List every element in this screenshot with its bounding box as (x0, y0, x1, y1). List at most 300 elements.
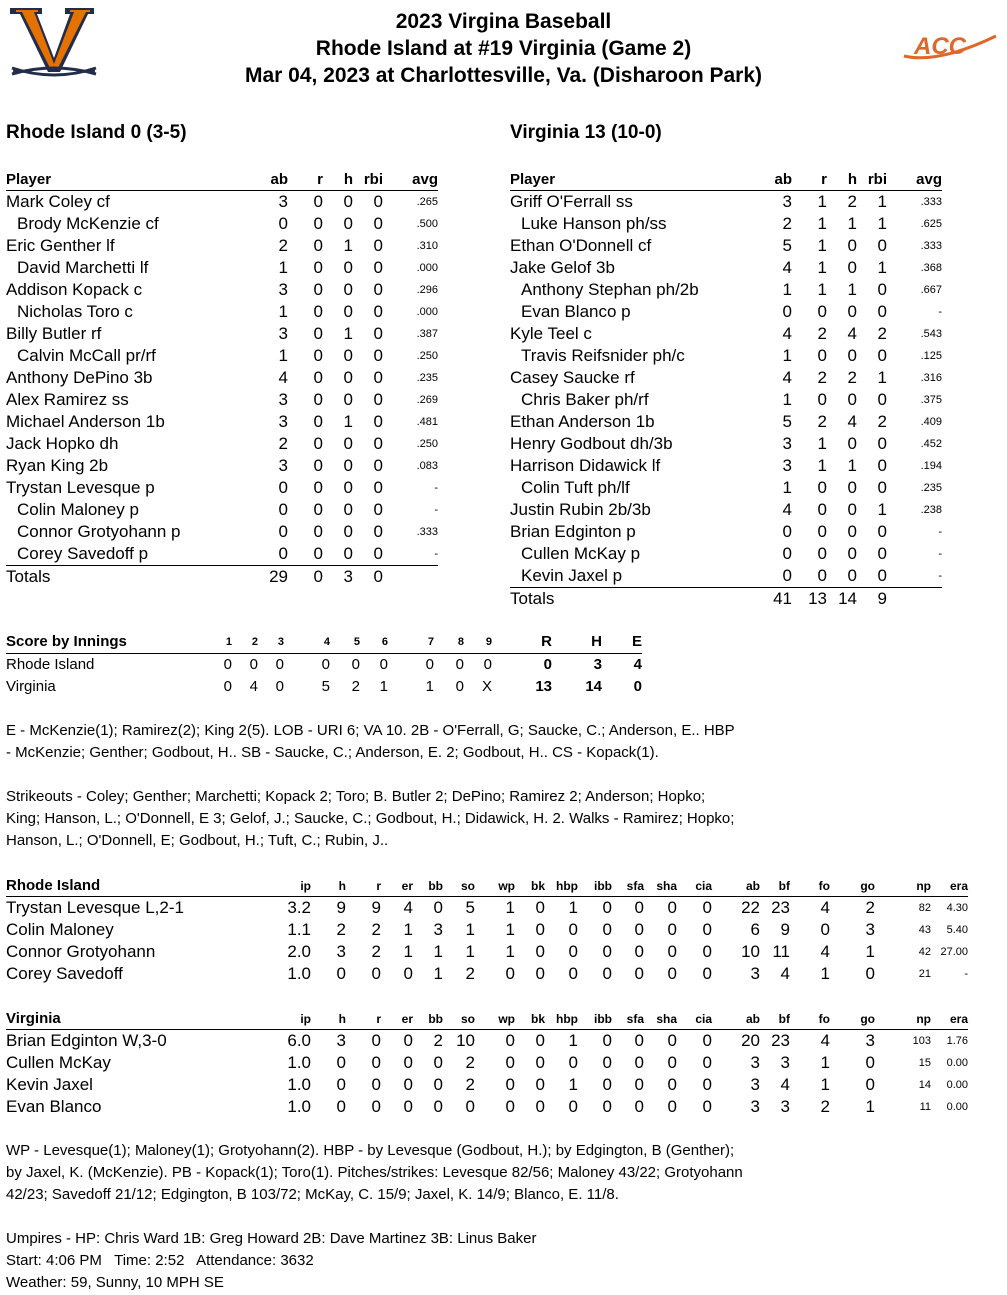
pitch-stat-ip: 1.0 (287, 964, 311, 983)
pitch-stat-bf: 4 (780, 964, 790, 983)
batter-row (510, 213, 942, 235)
total-h: 3 (343, 567, 353, 586)
stat-rbi: 0 (877, 280, 887, 299)
batter-row (510, 191, 942, 214)
stat-rbi: 1 (877, 500, 887, 519)
stat-rbi: 0 (877, 434, 887, 453)
batter-row (6, 301, 438, 323)
pitch-stat-ibb: 0 (602, 1053, 612, 1072)
pitch-stat-so: 1 (465, 920, 475, 939)
player-name: Ryan King 2b (6, 456, 109, 475)
pitch-stat-bk: 0 (535, 1075, 545, 1094)
pitch-stat-cia: 0 (702, 1075, 712, 1094)
stat-r: 0 (817, 522, 827, 541)
pitcher-row (6, 1096, 968, 1118)
batter-row (510, 257, 942, 279)
pitch-stat-bb: 1 (433, 964, 443, 983)
inning-label: 5 (330, 631, 360, 654)
pitcher-row (6, 897, 968, 920)
pitch-stat-ab: 3 (750, 1097, 760, 1116)
inning-score: 2 (351, 678, 360, 695)
inning-score: 1 (425, 678, 434, 695)
stat-avg: .333 (920, 196, 942, 208)
pitch-stat-sfa: 0 (634, 898, 644, 917)
stat-rbi: 0 (373, 346, 383, 365)
col-era: era (931, 1009, 968, 1030)
batter-row (510, 433, 942, 455)
stat-avg: .368 (920, 262, 942, 274)
pitch-stat-bk: 0 (535, 942, 545, 961)
stat-ab: 1 (278, 258, 288, 277)
col-r: r (792, 169, 827, 191)
pitch-stat-go: 3 (865, 1031, 875, 1050)
batter-row (510, 543, 942, 565)
stat-rbi: 0 (877, 236, 887, 255)
stat-r: 0 (313, 478, 323, 497)
errors-label: E (602, 631, 642, 654)
pitch-stat-so: 2 (465, 964, 475, 983)
stat-avg: .083 (416, 460, 438, 472)
col-ibb: ibb (578, 1009, 612, 1030)
stat-rbi: 0 (857, 565, 887, 588)
pitch-stat-sha: 0 (667, 964, 677, 983)
linescore-h: 14 (585, 678, 602, 695)
stat-ab: 3 (782, 192, 792, 211)
stat-r: 0 (288, 543, 323, 566)
pitch-stat-h: 3 (336, 942, 346, 961)
stat-r: 2 (817, 324, 827, 343)
player-name: Anthony Stephan ph/2b (521, 280, 699, 299)
home-pitching-body (6, 1030, 968, 1119)
player-name: Brian Edginton p (510, 522, 636, 541)
stat-rbi: 1 (877, 258, 887, 277)
linescore-h: 3 (593, 656, 602, 673)
batter-row (6, 477, 438, 499)
stat-ab: 3 (278, 390, 288, 409)
pitch-stat-go: 0 (865, 1053, 875, 1072)
player-name: Michael Anderson 1b (6, 412, 165, 431)
player-name: Luke Hanson ph/ss (521, 214, 667, 233)
col-player: Player (510, 169, 754, 191)
stat-h: 0 (343, 478, 353, 497)
pitch-stat-ab: 6 (750, 920, 760, 939)
stat-ab: 1 (782, 280, 792, 299)
col-so: so (443, 876, 475, 897)
player-name: Brody McKenzie cf (17, 214, 159, 233)
pitch-stat-hbp: 0 (568, 1053, 578, 1072)
stat-ab: 4 (782, 368, 792, 387)
stat-r: 1 (817, 192, 827, 211)
stat-ab: 5 (782, 412, 792, 431)
col-ibb: ibb (578, 876, 612, 897)
stat-h: 0 (343, 522, 353, 541)
stat-ab: 1 (278, 346, 288, 365)
player-name: Harrison Didawick lf (510, 456, 661, 475)
stat-h: 4 (847, 324, 857, 343)
pitch-stat-ab: 20 (741, 1031, 760, 1050)
stat-rbi: 0 (373, 258, 383, 277)
col-bf: bf (760, 1009, 790, 1030)
batter-row (510, 301, 942, 323)
player-name: Colin Tuft ph/lf (521, 478, 630, 497)
stat-avg: .667 (920, 284, 942, 296)
pitch-stat-cia: 0 (702, 964, 712, 983)
stat-r: 2 (817, 412, 827, 431)
pitch-stat-ip: 1.0 (287, 1053, 311, 1072)
pitch-stat-ab: 22 (741, 898, 760, 917)
batter-row (510, 521, 942, 543)
stat-rbi: 0 (373, 434, 383, 453)
home-pitching-table (6, 1009, 968, 1118)
stat-avg: .387 (416, 328, 438, 340)
stat-rbi: 0 (373, 324, 383, 343)
col-avg: avg (383, 169, 438, 191)
player-name: Mark Coley cf (6, 192, 110, 211)
stat-ab: 5 (782, 236, 792, 255)
stat-h: 0 (847, 302, 857, 321)
strikeouts-walks-notes: Strikeouts - Coley; Genther; Marchetti; Kopack 2; Toro; B. Butler 2; DePino; Ramirez 2; Anderson; Hopko; King; Hanson, L.; O'Donnell, E 3; Gelof, J.; Saucke, C.; Godbout, H.; Didawick, H. 2. Walks - Ramirez; Hopko; Hanson, L.; O'Donnell, E; Godbout, H.; Tuft, C.; Rubin, J.. (6, 788, 735, 849)
total-ab: 29 (269, 567, 288, 586)
stat-h: 0 (847, 500, 857, 519)
pitch-stat-bb: 0 (433, 1075, 443, 1094)
pitch-stat-np: 43 (918, 924, 931, 936)
inning-label: 1 (206, 631, 232, 654)
col-hbp: hbp (545, 876, 578, 897)
pitch-stat-h: 0 (336, 1097, 346, 1116)
inning-score: 5 (321, 678, 330, 695)
col-wp: wp (475, 1009, 515, 1030)
stat-h: 1 (847, 280, 857, 299)
pitch-stat-go: 1 (865, 942, 875, 961)
stat-r: 0 (817, 346, 827, 365)
pitch-stat-bk: 0 (535, 1031, 545, 1050)
pitch-stat-h: 3 (336, 1031, 346, 1050)
stat-ab: 3 (278, 456, 288, 475)
stat-rbi: 0 (373, 302, 383, 321)
pitch-stat-hbp: 1 (568, 1075, 578, 1094)
total-rbi: 0 (373, 567, 383, 586)
stat-rbi: 0 (877, 456, 887, 475)
pitch-stat-ip: 1.0 (287, 1097, 311, 1116)
pitch-stat-h: 2 (336, 920, 346, 939)
total-avg-blank (383, 566, 438, 589)
pitch-stat-sfa: 0 (634, 920, 644, 939)
linescore-e: 0 (633, 678, 642, 695)
pitch-stat-r: 2 (371, 920, 381, 939)
pitch-stat-r: 0 (371, 1031, 381, 1050)
stat-r: 0 (313, 456, 323, 475)
pitch-stat-era: 1.76 (946, 1035, 968, 1047)
col-ab: ab (754, 169, 792, 191)
stat-avg: .235 (920, 482, 942, 494)
stat-ab: 0 (278, 478, 288, 497)
batter-row (510, 455, 942, 477)
stat-r: 1 (817, 280, 827, 299)
pitch-stat-sha: 0 (667, 1097, 677, 1116)
player-name: Addison Kopack c (6, 280, 143, 299)
stat-rbi: 0 (373, 412, 383, 431)
away-batting-body (6, 191, 438, 589)
pitch-stat-er: 0 (403, 1031, 413, 1050)
pitcher-name: Kevin Jaxel (6, 1075, 93, 1094)
player-name: Kyle Teel c (510, 324, 592, 343)
stat-rbi: 0 (877, 478, 887, 497)
stat-h: 0 (343, 302, 353, 321)
pitch-stat-bf: 4 (780, 1075, 790, 1094)
pitcher-row (6, 1030, 968, 1053)
stat-ab: 0 (278, 522, 288, 541)
pitch-stat-hbp: 0 (568, 942, 578, 961)
pitch-stat-r: 2 (371, 942, 381, 961)
pitch-stat-sha: 0 (667, 1031, 677, 1050)
batter-row (510, 345, 942, 367)
col-r: r (346, 876, 381, 897)
stat-avg: .194 (920, 460, 942, 472)
stat-rbi: 2 (877, 412, 887, 431)
player-name: Travis Reifsnider ph/c (521, 346, 685, 365)
stat-h: 0 (847, 390, 857, 409)
stat-rbi: 0 (373, 214, 383, 233)
stat-h: 2 (847, 192, 857, 211)
totals-label: Totals (6, 567, 51, 586)
home-batting-table (510, 169, 942, 610)
stat-h: 2 (847, 368, 857, 387)
stat-h: 0 (847, 478, 857, 497)
stat-ab: 1 (278, 302, 288, 321)
stat-avg: .333 (416, 526, 438, 538)
col-bk: bk (515, 1009, 545, 1030)
player-name: Griff O'Ferrall ss (510, 192, 633, 211)
stat-rbi: 0 (373, 368, 383, 387)
player-name: Eric Genther lf (6, 236, 115, 255)
col-wp: wp (475, 876, 515, 897)
batter-row (6, 345, 438, 367)
pitch-stat-era: 0.00 (946, 1057, 968, 1069)
pitching-team-label: Rhode Island (6, 876, 276, 897)
batter-row (510, 565, 942, 588)
player-name: Evan Blanco p (521, 302, 631, 321)
batter-row (6, 499, 438, 521)
stat-r: 0 (313, 280, 323, 299)
pitch-stat-wp: 1 (505, 942, 515, 961)
linescore-body (6, 654, 642, 699)
pitch-stat-wp: 0 (505, 1031, 515, 1050)
pitcher-row (6, 963, 968, 985)
stat-r: 0 (313, 500, 323, 519)
linescore-header-row (6, 631, 642, 654)
pitching-notes: WP - Levesque(1); Maloney(1); Grotyohann(2). HBP - by Levesque (Godbout, H.); by Edgington, B (Genther); by Jaxel, K. (McKenzie). PB - Kopack(1); Toro(1). Pitches/strikes: Levesque 82/56; Maloney 43/22; Grotyohann 42/23; Savedoff 21/12; Edgington, B 103/72; McKay, C. 15/9; Jaxel, K. 14/9; Blanco, E. 11/8. (6, 1142, 743, 1203)
player-name: Henry Godbout dh/3b (510, 434, 673, 453)
inning-score: 1 (379, 678, 388, 695)
col-ab: ab (712, 1009, 760, 1030)
stat-r: 0 (817, 478, 827, 497)
stat-ab: 3 (782, 456, 792, 475)
pitch-stat-er: 4 (403, 898, 413, 917)
pitch-stat-wp: 0 (505, 1075, 515, 1094)
total-ab: 41 (773, 589, 792, 608)
batter-row (6, 323, 438, 345)
pitch-stat-bb: 3 (433, 920, 443, 939)
pitch-stat-so: 2 (465, 1053, 475, 1072)
home-batting-body (510, 191, 942, 611)
batter-row (510, 235, 942, 257)
pitch-stat-ab: 3 (750, 1075, 760, 1094)
inning-score: 0 (455, 678, 464, 695)
stat-h: 1 (847, 456, 857, 475)
pitch-stat-bf: 23 (771, 898, 790, 917)
away-batting-table (6, 169, 438, 588)
inning-score: 0 (425, 656, 434, 673)
batter-row (510, 367, 942, 389)
pitch-stat-era: 0.00 (946, 1101, 968, 1113)
col-er: er (381, 1009, 413, 1030)
pitch-stat-era: 5.40 (946, 924, 968, 936)
pitch-stat-ibb: 0 (602, 964, 612, 983)
col-so: so (443, 1009, 475, 1030)
stat-ab: 4 (782, 258, 792, 277)
batter-row (510, 279, 942, 301)
stat-avg: .296 (416, 284, 438, 296)
stat-r: 1 (817, 456, 827, 475)
stat-avg: - (434, 504, 438, 516)
stat-avg: .333 (920, 240, 942, 252)
pitch-stat-bb: 2 (433, 1031, 443, 1050)
inning-label: 4 (284, 631, 330, 654)
linescore-heading: Score by Innings (6, 631, 206, 654)
stat-ab: 0 (278, 214, 288, 233)
stat-ab: 2 (278, 236, 288, 255)
pitch-stat-sfa: 0 (634, 1075, 644, 1094)
pitch-stat-go: 0 (865, 964, 875, 983)
stat-avg: .375 (920, 394, 942, 406)
stat-rbi: 1 (877, 192, 887, 211)
pitch-stat-cia: 0 (702, 920, 712, 939)
stat-avg: .269 (416, 394, 438, 406)
stat-h: 0 (847, 236, 857, 255)
hits-label: H (552, 631, 602, 654)
pitch-stat-so: 5 (465, 898, 475, 917)
pitch-stat-bf: 3 (780, 1053, 790, 1072)
inning-label: 3 (258, 631, 284, 654)
pitch-stat-cia: 0 (702, 898, 712, 917)
player-name: Anthony DePino 3b (6, 368, 153, 387)
pitch-stat-ab: 3 (750, 964, 760, 983)
pitch-stat-sfa: 0 (634, 1097, 644, 1116)
stat-avg: - (938, 306, 942, 318)
stat-h: 1 (343, 236, 353, 255)
pitch-stat-h: 0 (336, 1053, 346, 1072)
batter-row (6, 521, 438, 543)
pitch-stat-bf: 9 (780, 920, 790, 939)
stat-r: 1 (817, 236, 827, 255)
pitch-stat-er: 1 (403, 920, 413, 939)
player-name: Chris Baker ph/rf (521, 390, 649, 409)
pitch-stat-sha: 0 (667, 942, 677, 961)
pitch-stat-ip: 6.0 (287, 1031, 311, 1050)
pitch-stat-era: - (964, 968, 968, 980)
stat-ab: 4 (782, 500, 792, 519)
batter-row (510, 323, 942, 345)
pitch-stat-r: 9 (371, 898, 381, 917)
col-ip: ip (276, 876, 311, 897)
pitch-stat-ab: 10 (741, 942, 760, 961)
inning-score: 0 (223, 656, 232, 673)
pitch-stat-so: 0 (465, 1097, 475, 1116)
inning-score: 0 (249, 656, 258, 673)
pitch-stat-era: 27.00 (940, 946, 968, 958)
player-name: Kevin Jaxel p (510, 565, 754, 588)
stat-avg: - (887, 565, 942, 588)
pitch-stat-ip: 3.2 (287, 898, 311, 917)
stat-h: 4 (847, 412, 857, 431)
stat-r: 0 (313, 324, 323, 343)
pitching-header-row (6, 1009, 968, 1030)
pitch-stat-bf: 11 (772, 942, 790, 961)
pitch-stat-ibb: 0 (602, 942, 612, 961)
pitch-stat-hbp: 1 (568, 898, 578, 917)
stat-rbi: 0 (373, 522, 383, 541)
stat-h: 0 (847, 434, 857, 453)
stat-avg: - (383, 543, 438, 566)
stat-avg: .265 (416, 196, 438, 208)
pitch-stat-hbp: 0 (568, 964, 578, 983)
linescore-r: 13 (535, 678, 552, 695)
total-avg-blank (887, 588, 942, 611)
away-pitching-body (6, 897, 968, 986)
inning-score: 0 (223, 678, 232, 695)
pitch-stat-er: 0 (403, 1097, 413, 1116)
total-r: 13 (808, 589, 827, 608)
stat-avg: .235 (416, 372, 438, 384)
pitch-stat-sha: 0 (667, 1075, 677, 1094)
player-name: Ethan Anderson 1b (510, 412, 655, 431)
stat-r: 0 (313, 236, 323, 255)
stat-h: 0 (343, 434, 353, 453)
pitch-stat-bf: 3 (780, 1097, 790, 1116)
linescore-table (6, 631, 642, 698)
col-go: go (830, 1009, 875, 1030)
pitch-stat-r: 0 (371, 1097, 381, 1116)
totals-row (510, 588, 942, 611)
stat-r: 0 (313, 192, 323, 211)
pitch-stat-fo: 2 (820, 1097, 830, 1116)
batter-row (6, 411, 438, 433)
stat-h: 0 (343, 390, 353, 409)
pitch-stat-cia: 0 (702, 1097, 712, 1116)
stat-rbi: 0 (373, 236, 383, 255)
pitch-stat-ip: 2.0 (287, 942, 311, 961)
pitch-stat-np: 103 (912, 1035, 931, 1047)
inning-label: 9 (464, 631, 492, 654)
pitching-team-label: Virginia (6, 1009, 276, 1030)
batter-row (510, 411, 942, 433)
col-r: r (288, 169, 323, 191)
pitch-stat-hbp: 0 (568, 920, 578, 939)
pitch-stat-bb: 1 (433, 942, 443, 961)
pitch-stat-fo: 4 (820, 1031, 830, 1050)
stat-ab: 2 (782, 214, 792, 233)
pitch-stat-bk: 0 (535, 920, 545, 939)
report-title: 2023 Virgina Baseball (395, 10, 612, 33)
batter-row (6, 235, 438, 257)
pitch-stat-bk: 0 (535, 1053, 545, 1072)
player-name: Alex Ramirez ss (6, 390, 129, 409)
stat-avg: .316 (920, 372, 942, 384)
col-sfa: sfa (612, 876, 644, 897)
pitch-stat-ibb: 0 (602, 1097, 612, 1116)
stat-h: 1 (847, 214, 857, 233)
stat-r: 0 (817, 500, 827, 519)
